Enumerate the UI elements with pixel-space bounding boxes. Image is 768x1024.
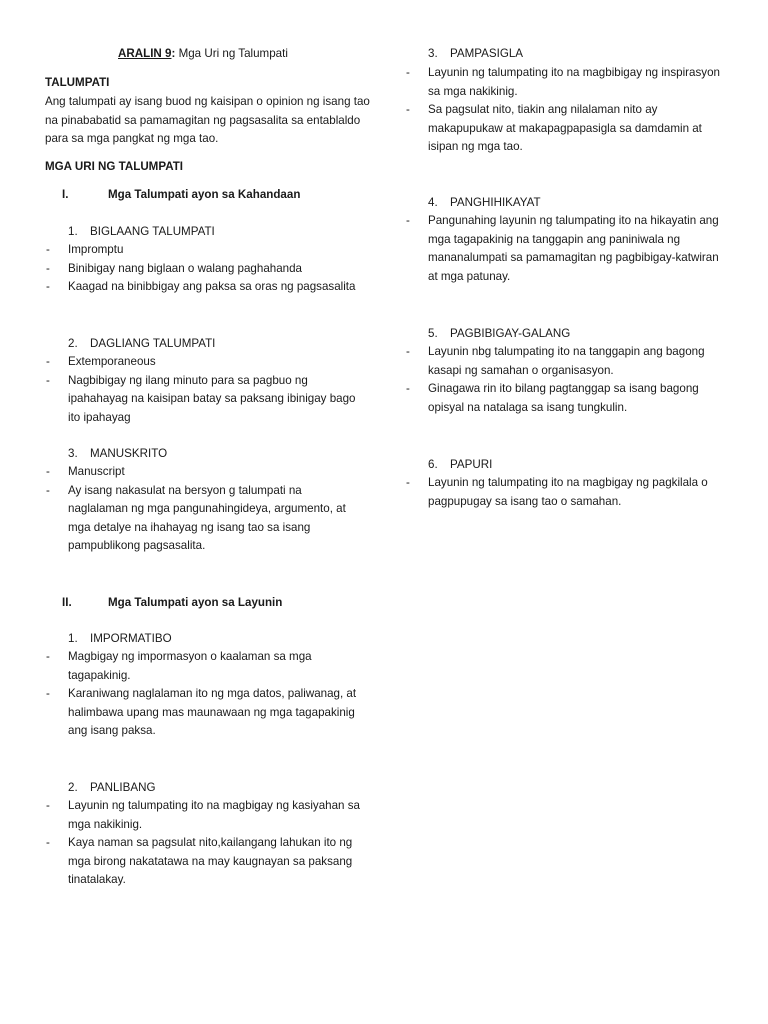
subheading-title: PANGHIHIKAYAT: [450, 196, 541, 209]
subheading-title: PANLIBANG: [90, 781, 156, 794]
list-item-text: Layunin ng talumpating ito na magbigay ng kasiyahan sa mga nakikinig.: [68, 799, 360, 831]
bullet-list-panghihikayat: [406, 212, 724, 286]
subheading-title: BIGLAANG TALUMPATI: [90, 225, 215, 238]
bullet-list-dagliang: [46, 353, 358, 427]
list-item-text: Kaya naman sa pagsulat nito,kailangang lahukan ito ng mga birong nakatatawa na may kaugnayan sa paksang tinatalakay.: [68, 836, 353, 887]
section-1-numeral: I.: [62, 188, 69, 201]
list-item-text: Impromptu: [68, 243, 124, 256]
subheading-number: 5.: [428, 327, 438, 340]
list-item: - Magbigay ng impormasyon o kaalaman sa mga tagapakinig.: [46, 650, 312, 682]
list-item-text: Sa pagsulat nito, tiakin ang nilalaman nito ay makapupukaw at makapagpapasigla sa damdamin at isipan ng mga tao.: [428, 103, 702, 154]
section-1-title: Mga Talumpati ayon sa Kahandaan: [108, 188, 301, 201]
section-2-title: Mga Talumpati ayon sa Layunin: [108, 596, 283, 609]
subheading-number: 3.: [428, 47, 438, 60]
lesson-title-colon: :: [171, 47, 176, 60]
bullet-list-impormatibo: [46, 648, 361, 741]
list-item: - Binibigay nang biglaan o walang paghahanda: [46, 261, 303, 275]
subheading-number: 2.: [68, 337, 78, 350]
list-item-text: Manuscript: [68, 465, 125, 478]
list-item: - Layunin ng talumpating ito na magbibigay ng inspirasyon sa mga nakikinig.: [406, 66, 720, 98]
list-item-text: Extemporaneous: [68, 355, 156, 368]
list-item: - Extemporaneous: [46, 355, 156, 368]
list-item: - Impromptu: [46, 243, 124, 256]
bullet-list-manuskrito: [46, 463, 361, 556]
list-item-text: Kaagad na binibbigay ang paksa sa oras ng pagsasalita: [68, 280, 356, 294]
subheading-title: DAGLIANG TALUMPATI: [90, 337, 216, 350]
subheading-title: PAPURI: [450, 458, 493, 471]
subheading-number: 6.: [428, 458, 438, 471]
subheading-title: IMPORMATIBO: [90, 632, 172, 645]
talumpati-heading: TALUMPATI: [45, 76, 110, 89]
list-item: - Ay isang nakasulat na bersyon g talumpati na naglalaman ng mga pangunahingideya, argumento, at mga detalye na ihahayag ng isang tao sa isang pampublikong pagsasalita.: [46, 483, 346, 553]
mga-uri-heading: MGA URI NG TALUMPATI: [45, 160, 184, 173]
subheading-title: MANUSKRITO: [90, 447, 168, 460]
list-item: - Layunin ng talumpating ito na magbigay ng pagkilala o pagpupugay sa isang tao o samahan.: [406, 476, 708, 508]
list-item: - Layunin ng talumpating ito na magbigay ng kasiyahan sa mga nakikinig.: [46, 799, 360, 831]
list-item-text: Layunin nbg talumpating ito na tanggapin ang bagong kasapi ng samahan o organisasyon.: [428, 345, 705, 377]
subheading-number: 3.: [68, 447, 78, 460]
lesson-number: ARALIN 9: [118, 47, 172, 60]
subheading-number: 1.: [68, 632, 78, 645]
list-item-text: Karaniwang naglalaman ito ng mga datos, paliwanag, at halimbawa upang mas maunawaan ng mga tagapakinig ang isang paksa.: [68, 687, 357, 738]
list-item-text: Pangunahing layunin ng talumpating ito na hikayatin ang mga tagapakinig na tanggapin ang paniniwala ng mananalumpati sa pamamagitan ng pagbibigay-katwiran at mga patunay.: [428, 214, 719, 283]
subheading-title: PAGBIBIGAY-GALANG: [450, 327, 571, 340]
list-item: - Nagbibigay ng ilang minuto para sa pagbuo ng ipahahayag na kaisipan batay sa paksang ibinigay bago ito ipahayag: [46, 373, 356, 424]
list-item-text: Magbigay ng impormasyon o kaalaman sa mga tagapakinig.: [68, 650, 312, 682]
lesson-title-text: Mga Uri ng Talumpati: [175, 47, 288, 60]
lesson-title: [118, 45, 288, 64]
bullet-list-panlibang: [46, 797, 366, 890]
list-item-text: Ginagawa rin ito bilang pagtanggap sa isang bagong opisyal na natalaga sa isang tungkulin.: [428, 382, 699, 414]
list-item-text: Layunin ng talumpating ito na magbigay ng pagkilala o pagpupugay sa isang tao o samahan.: [428, 476, 708, 508]
subheading-title: PAMPASIGLA: [450, 47, 524, 60]
subheading-number: 4.: [428, 196, 438, 209]
subheading-number: 1.: [68, 225, 78, 238]
section-2-numeral: II.: [62, 596, 72, 609]
list-item-text: Layunin ng talumpating ito na magbibigay ng inspirasyon sa mga nakikinig.: [428, 66, 720, 98]
list-item-text: Ay isang nakasulat na bersyon g talumpati na naglalaman ng mga pangunahingideya, argumento, at mga detalye na ihahayag ng isang tao sa isang pampublikong pagsasalita.: [68, 483, 346, 553]
list-item: - Kaya naman sa pagsulat nito,kailangang lahukan ito ng mga birong nakatatawa na may kaugnayan sa paksang tinatalakay.: [46, 836, 353, 887]
list-item: - Sa pagsulat nito, tiakin ang nilalaman nito ay makapupukaw at makapagpapasigla sa damdamin at isipan ng mga tao.: [406, 103, 702, 154]
list-item-text: Binibigay nang biglaan o walang paghahanda: [68, 261, 303, 275]
list-item: - Karaniwang naglalaman ito ng mga datos, paliwanag, at halimbawa upang mas maunawaan ng mga tagapakinig ang isang paksa.: [46, 687, 357, 738]
list-item: - Layunin nbg talumpating ito na tanggapin ang bagong kasapi ng samahan o organisasyon.: [406, 345, 705, 377]
bullet-list-biglaang: [46, 241, 366, 297]
bullet-list-pagbibigay-galang: [406, 343, 724, 417]
list-item: - Pangunahing layunin ng talumpating ito na hikayatin ang mga tagapakinig na tanggapin ang paniniwala ng mananalumpati sa pamamagitan ng pagbibigay-katwiran at mga patunay.: [406, 214, 719, 283]
talumpati-definition: Ang talumpati ay isang buod ng kaisipan o opinion ng isang tao na pinababatid sa pamamagitan ng pagsasalita sa entablaldo para sa mga pangkat ng mga tao.: [45, 95, 370, 146]
subheading-number: 2.: [68, 781, 78, 794]
list-item: - Kaagad na binibbigay ang paksa sa oras ng pagsasalita: [46, 280, 356, 294]
list-item-text: Nagbibigay ng ilang minuto para sa pagbuo ng ipahahayag na kaisipan batay sa paksang ibinigay bago ito ipahayag: [68, 373, 356, 424]
bullet-list-papuri: [406, 474, 724, 511]
list-item: - Ginagawa rin ito bilang pagtanggap sa isang bagong opisyal na natalaga sa isang tungkulin.: [406, 382, 699, 414]
bullet-list-pampasigla: [406, 64, 724, 157]
list-item: - Manuscript: [46, 465, 125, 478]
